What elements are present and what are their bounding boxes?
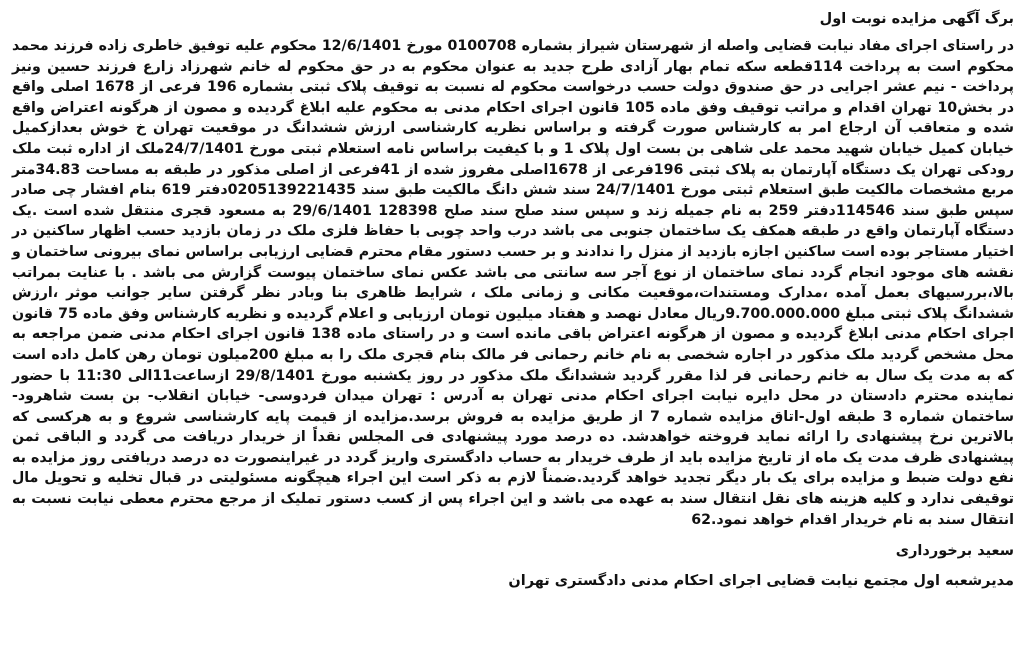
issuing-office: مدیرشعبه اول مجتمع نیابت قضایی اجرای احکام مدنی دادگستری تهران — [508, 573, 1014, 590]
signer-name: سعید برخورداری — [895, 543, 1014, 560]
notice-title: برگ آگهی مزایده نوبت اول — [819, 11, 1014, 27]
notice-body: در راستای اجرای مفاد نیابت قضایی واصله از شهرستان شیراز بشماره 0100708 مورخ 12/6/1401 محکوم علیه توفیق خاطری زاده فرزند محمد محکوم است به پرداخت 114قطعه سکه تمام بهار آزادی طرح جدید به عنوان محکوم به در حق محکوم له خانم شهرزاد زارع فرزند حسین ونیز پرداخت - نیم عشر اجرایی در حق صندوق دولت حسب درخواست محکوم له نسبت به توقیف پلاک ثبتی بشماره 196 فرعی از 1678 اصلی واقع در بخش10 تهران اقدام و مراتب توقیف وفق ماده 105 قانون اجرای احکام مدنی به محکوم علیه ابلاغ گردیده و مصون از هرگونه اعتراض واقع شده و متعاقب آن ارجاع امر به کارشناس صورت گرفته و براساس نظریه کارشناسی ارزش ششدانگ در موقعیت تهران خ خوش بعدازکمیل خیابان کمیل خیابان شهید محمد علی شاهی بن بست اول پلاک 1 و با کیفیت براساس نامه استعلام ثبتی مورخ 24/7/1401ملک از اداره ثبت ملک رودکی تهران یک دستگاه آپارتمان به پلاک ثبتی 196فرعی از 1678اصلی مفروز شده از 41فرعی از اصلی مذکور در طبقه به مساحت 34.83متر مربع مشخصات مالکیت طبق استعلام ثبتی مورخ 24/7/1401 سند شش دانگ مالکیت طبق سند 0205139221435دفتر 619 بنام افشار چی صادر سپس طبق سند 114546دفتر 259 به نام جمیله زند و سپس سند صلح سند صلح 128398 29/6/1401 به مسعود قجری منتقل شده است .یک دستگاه آپارتمان واقع در طبقه همکف یک ساختمان جنوبی می باشد درب واحد چوبی با حفاظ فلزی ملک در زمان بازدید حسب اظهار ساکنین در اختیار مستاجر بوده است ساکنین اجازه بازدید از منزل را ندادند و بر حسب دستور مقام محترم قضایی ارزیابی براساس نمای بیرونی ساختمان و نقشه های موجود انجام گردد نمای ساختمان از نوع آجر سه سانتی می باشد عکس نمای ساختمان پیوست گزارش می باشد . با عنایت بمراتب بالا،بررسیهای بعمل آمده ،مدارک ومستندات،موقعیت مکانی و زمانی ملک ، شرایط ظاهری بنا وبادر نظر گرفتن سایر جوانب موثر ،ارزش ششدانگ پلاک ثبتی مبلغ 9.700.000.000ریال معادل نهصد و هفتاد میلیون تومان ارزیابی و اعلام گردیده و نظریه کارشناس وفق ماده 75 قانون اجرای احکام مدنی ابلاغ گردیده و مصون از هرگونه اعتراض باقی مانده است و در راستای ماده 138 قانون اجرای احکام مدنی ضمن مراجعه به محل مشخص گردید ملک مذکور در اجاره شخصی به نام خانم رحمانی فر مالک بنام قجری ملک را به مبلغ 200میلون تومان رهن کامل داده است که به مدت یک سال به خانم رحمانی فر لذا مقرر گردید ششدانگ ملک مذکور در روز یکشنبه مورخ 29/8/1401 ازساعت11الی 11:30 با حضور نماینده محترم دادستان در محل دایره نیابت اجرای احکام مدنی تهران به آدرس : تهران میدان فردوسی- خیابان انقلاب- بن بست شاهرود- ساختمان شماره 3 طبقه اول-اتاق مزایده شماره 7 از طریق مزایده به فروش برسد.مزایده از قیمت پایه کارشناسی شروع و به هرکسی که بالاترین نرخ پیشنهادی را ارائه نماید فروخته خواهدشد. ده درصد مورد پیشنهادی فی المجلس نقداً از خریدار دریافت می گردد و الباقی ثمن پیشنهادی ظرف مدت یک ماه از تاریخ مزایده باید از طرف خریدار به حساب دادگستری واریز گردد در غیراینصورت ده درصد دریافتی روز مزایده به نفع دولت ضبط و مزایده برای یک بار دیگر تجدید خواهد گردید.ضمناً لازم به ذکر است این اجراء هیچگونه مسئولیتی در قبال تخلیه و تحویل مال توقیفی ندارد و کلیه هزینه های نقل انتقال سند به عهده می باشد و این اجراء پس از کسب دستور تملیک از مرجع محترم معطی نیابت نسبت به انتقال سند به نام خریدار اقدام خواهد نمود.62 — [12, 38, 1014, 528]
